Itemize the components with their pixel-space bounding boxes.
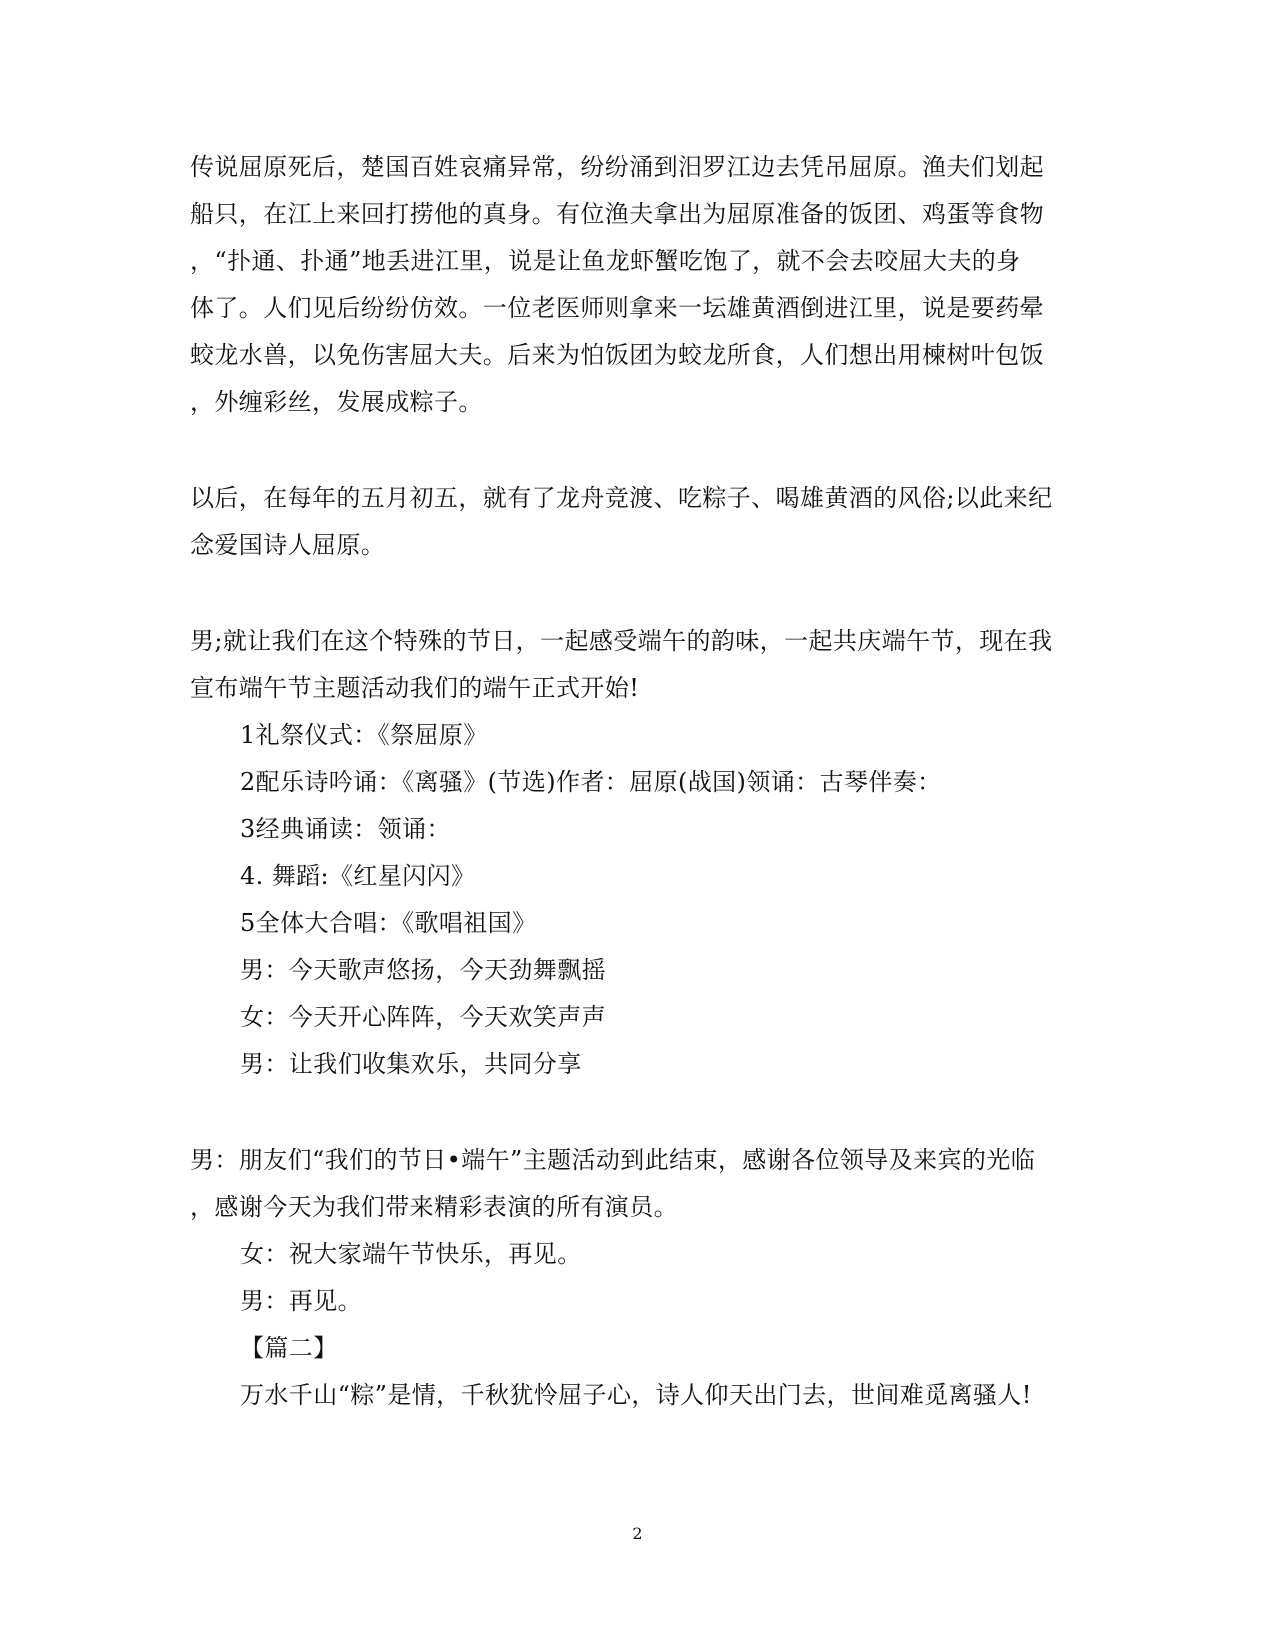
paragraph-line: 男：朋友们“我们的节日•端午”主题活动到此结束，感谢各位领导及来宾的光临 <box>190 1146 1036 1174</box>
paragraph-line: 船只，在江上来回打捞他的真身。有位渔夫拿出为屈原准备的饭团、鸡蛋等食物 <box>190 200 1044 228</box>
closing-line: 男：再见。 <box>240 1287 362 1315</box>
program-item: 3经典诵读：领诵： <box>240 815 451 843</box>
program-item: 男：让我们收集欢乐，共同分享 <box>240 1050 582 1078</box>
paragraph-line: 男;就让我们在这个特殊的节日，一起感受端午的韵味，一起共庆端午节，现在我 <box>190 627 1053 655</box>
paragraph-line: 体了。人们见后纷纷仿效。一位老医师则拿来一坛雄黄酒倒进江里，说是要药晕 <box>190 294 1044 322</box>
program-item: 4. 舞蹈:《红星闪闪》 <box>240 862 476 890</box>
paragraph-line: ，感谢今天为我们带来精彩表演的所有演员。 <box>190 1193 678 1221</box>
paragraph-line: 宣布端午节主题活动我们的端午正式开始! <box>190 674 640 702</box>
paragraph-line: 传说屈原死后，楚国百姓哀痛异常，纷纷涌到汨罗江边去凭吊屈原。渔夫们划起 <box>190 153 1044 181</box>
section-heading: 【篇二】 <box>240 1334 338 1362</box>
paragraph-line: 以后，在每年的五月初五，就有了龙舟竞渡、吃粽子、喝雄黄酒的风俗;以此来纪 <box>190 484 1053 512</box>
paragraph-line: 念爱国诗人屈原。 <box>190 531 386 559</box>
paragraph-line: 蛟龙水兽，以免伤害屈大夫。后来为怕饭团为蛟龙所食，人们想出用楝树叶包饭 <box>190 341 1044 369</box>
program-item: 男：今天歌声悠扬，今天劲舞飘摇 <box>240 956 606 984</box>
program-item: 2配乐诗吟诵：《离骚》(节选)作者：屈原(战国)领诵：古琴伴奏： <box>240 768 942 796</box>
closing-line: 女：祝大家端午节快乐，再见。 <box>240 1240 582 1268</box>
paragraph-line: ，外缠彩丝，发展成粽子。 <box>190 388 483 416</box>
program-item: 女：今天开心阵阵，今天欢笑声声 <box>240 1003 606 1031</box>
program-item: 5全体大合唱：《歌唱祖国》 <box>240 909 537 937</box>
paragraph-line: ，“扑通、扑通”地丢进江里，说是让鱼龙虾蟹吃饱了，就不会去咬屈大夫的身 <box>190 247 1021 275</box>
program-item: 1礼祭仪式：《祭屈原》 <box>240 721 488 749</box>
closing-line: 万水千山“粽”是情，千秋犹怜屈子心，诗人仰天出门去，世间难觅离骚人! <box>240 1381 1032 1409</box>
page-number: 2 <box>632 1524 643 1543</box>
